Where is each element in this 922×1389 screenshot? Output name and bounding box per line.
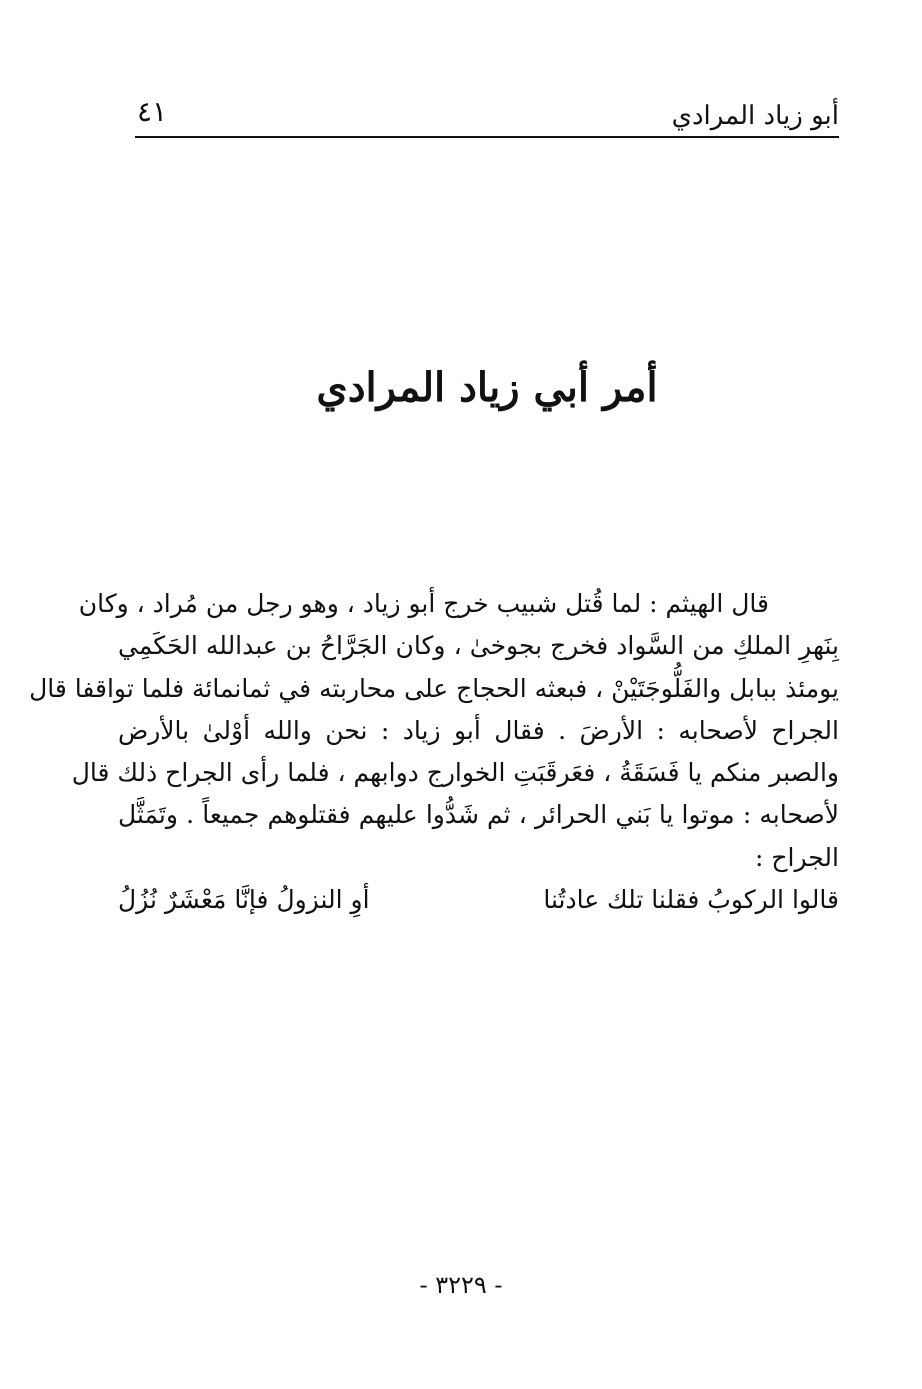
verse-second-hemistich: أوِ النزولُ فإنَّا مَعْشَرٌ نُزُلُ xyxy=(118,885,370,915)
verse-first-hemistich: قالوا الركوبُ فقلنا تلك عادتُنا xyxy=(543,885,839,915)
running-head xyxy=(135,88,839,138)
page-number-top: ٤١ xyxy=(137,95,168,128)
page-number-bottom: - ٣٢٢٩ - xyxy=(419,1271,503,1299)
body-line-5: والصبر منكم يا فَسَقَةُ ، فعَرقَبَتِ الخوارج دوابهم ، فلما رأى الجراح ذلك قال xyxy=(71,758,839,788)
body-text xyxy=(29,583,839,921)
poem-verse xyxy=(118,879,839,921)
header-rule xyxy=(135,136,839,138)
body-line-6: لأصحابه : موتوا يا بَني الحرائر ، ثم شَدُّوا عليهم فقتلوهم جميعاً . وتَمَثَّل xyxy=(118,800,839,830)
body-line-1: قال الهيثم : لما قُتل شبيب خرج أبو زياد ، وهو رجل من مُراد ، وكان xyxy=(78,589,769,618)
body-line-3: يومئذ ببابل والفَلُّوجَتَيْنْ ، فبعثه الحجاج على محاربته في ثمانمائة فلما تواقفا قال xyxy=(29,673,839,703)
body-line-2: بِنَهرِ الملكِ من السَّواد فخرج بجوخىٰ ، وكان الجَرَّاحُ بن عبدالله الحَكَمِي xyxy=(118,631,839,661)
body-line-7: الجراح : xyxy=(755,842,839,872)
chapter-title: أمر أبي زياد المرادي xyxy=(316,364,658,411)
running-title: أبو زياد المرادي xyxy=(671,101,839,131)
body-line-4: الجراح لأصحابه : الأرضَ . فقال أبو زياد : نحن والله أوْلىٰ بالأرض xyxy=(118,715,839,745)
